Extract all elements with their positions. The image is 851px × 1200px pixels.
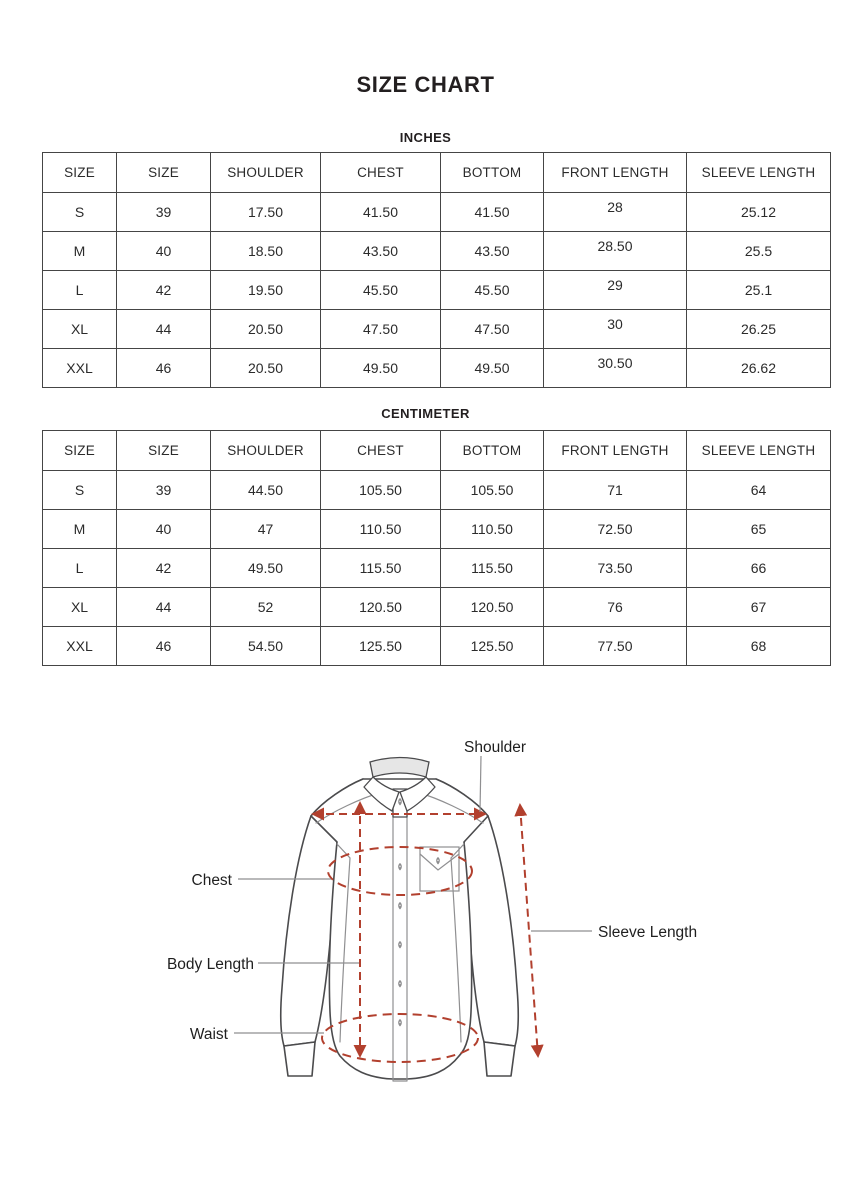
inches-table-body xyxy=(43,193,831,388)
table-row xyxy=(43,310,831,349)
table-row xyxy=(43,588,831,627)
table-cell: 54.50 xyxy=(211,627,321,666)
table-row xyxy=(43,349,831,388)
table-cell: 18.50 xyxy=(211,232,321,271)
table-row xyxy=(43,271,831,310)
table-cell: 120.50 xyxy=(321,588,441,627)
table-cell: 44 xyxy=(117,310,211,349)
table-cell: 26.25 xyxy=(687,310,831,349)
table-cell: 47.50 xyxy=(321,310,441,349)
table-cell: 120.50 xyxy=(441,588,544,627)
table-cell: XXL xyxy=(43,627,117,666)
table-cell: 41.50 xyxy=(321,193,441,232)
table-row xyxy=(43,627,831,666)
table-cell: 73.50 xyxy=(544,549,687,588)
table-cell: 25.1 xyxy=(687,271,831,310)
column-header: SLEEVE LENGTH xyxy=(687,431,831,471)
centimeter-table-head xyxy=(43,431,831,471)
table-cell: 105.50 xyxy=(441,471,544,510)
column-header: FRONT LENGTH xyxy=(544,431,687,471)
table-cell: 110.50 xyxy=(441,510,544,549)
table-cell: 25.12 xyxy=(687,193,831,232)
column-header: SIZE xyxy=(117,431,211,471)
table-cell: L xyxy=(43,271,117,310)
table-cell: 40 xyxy=(117,510,211,549)
shirt-right-cuff xyxy=(484,1042,515,1076)
centimeter-table xyxy=(42,430,831,666)
table-cell: 42 xyxy=(117,549,211,588)
table-cell: 49.50 xyxy=(441,349,544,388)
table-cell: 110.50 xyxy=(321,510,441,549)
table-cell: 125.50 xyxy=(321,627,441,666)
table-cell: 28 xyxy=(544,193,687,232)
table-row xyxy=(43,510,831,549)
table-cell: 30 xyxy=(544,310,687,349)
table-cell: 49.50 xyxy=(321,349,441,388)
table-cell: S xyxy=(43,193,117,232)
table-cell: 43.50 xyxy=(441,232,544,271)
table-cell: 115.50 xyxy=(441,549,544,588)
shirt-body xyxy=(311,779,488,1079)
centimeter-table-body xyxy=(43,471,831,666)
shirt-left-cuff xyxy=(284,1042,315,1076)
shoulder-leader-line xyxy=(480,756,481,812)
inches-table xyxy=(42,152,831,388)
table-row xyxy=(43,549,831,588)
table-row xyxy=(43,471,831,510)
shoulder-label: Shoulder xyxy=(464,739,527,756)
table-cell: 71 xyxy=(544,471,687,510)
table-cell: 30.50 xyxy=(544,349,687,388)
table-cell: 43.50 xyxy=(321,232,441,271)
header-row xyxy=(43,153,831,193)
inches-table-head xyxy=(43,153,831,193)
table-cell: M xyxy=(43,510,117,549)
table-cell: XL xyxy=(43,310,117,349)
inches-label: INCHES xyxy=(399,130,452,145)
shirt-measurement-diagram xyxy=(0,700,851,1120)
column-header: SLEEVE LENGTH xyxy=(687,153,831,193)
table-cell: 25.5 xyxy=(687,232,831,271)
table-cell: 26.62 xyxy=(687,349,831,388)
column-header: CHEST xyxy=(321,153,441,193)
table-cell: 68 xyxy=(687,627,831,666)
table-cell: 28.50 xyxy=(544,232,687,271)
table-cell: 105.50 xyxy=(321,471,441,510)
table-cell: S xyxy=(43,471,117,510)
table-cell: 46 xyxy=(117,627,211,666)
column-header: SIZE xyxy=(43,431,117,471)
table-cell: XXL xyxy=(43,349,117,388)
table-cell: 39 xyxy=(117,193,211,232)
chest-label: Chest xyxy=(191,872,232,889)
page-title: SIZE CHART xyxy=(356,72,495,97)
table-cell: 40 xyxy=(117,232,211,271)
table-row xyxy=(43,193,831,232)
table-cell: 47.50 xyxy=(441,310,544,349)
table-cell: M xyxy=(43,232,117,271)
table-cell: 72.50 xyxy=(544,510,687,549)
column-header: SHOULDER xyxy=(211,431,321,471)
column-header: BOTTOM xyxy=(441,431,544,471)
table-cell: 44 xyxy=(117,588,211,627)
table-row xyxy=(43,232,831,271)
column-header: SIZE xyxy=(43,153,117,193)
table-cell: 64 xyxy=(687,471,831,510)
table-cell: 67 xyxy=(687,588,831,627)
table-cell: 76 xyxy=(544,588,687,627)
table-cell: 52 xyxy=(211,588,321,627)
body-length-label: Body Length xyxy=(166,956,254,973)
table-cell: XL xyxy=(43,588,117,627)
table-cell: 66 xyxy=(687,549,831,588)
table-cell: 115.50 xyxy=(321,549,441,588)
column-header: BOTTOM xyxy=(441,153,544,193)
shirt-collar-band xyxy=(370,758,429,778)
column-header: SHOULDER xyxy=(211,153,321,193)
table-cell: 19.50 xyxy=(211,271,321,310)
table-cell: 41.50 xyxy=(441,193,544,232)
table-cell: 20.50 xyxy=(211,310,321,349)
table-cell: 45.50 xyxy=(321,271,441,310)
table-cell: 44.50 xyxy=(211,471,321,510)
table-cell: 77.50 xyxy=(544,627,687,666)
column-header: FRONT LENGTH xyxy=(544,153,687,193)
table-cell: 45.50 xyxy=(441,271,544,310)
table-cell: 49.50 xyxy=(211,549,321,588)
sleeve-length-label: Sleeve Length xyxy=(598,924,698,941)
table-cell: 65 xyxy=(687,510,831,549)
centimeter-label: CENTIMETER xyxy=(381,406,470,421)
table-cell: 46 xyxy=(117,349,211,388)
table-cell: 17.50 xyxy=(211,193,321,232)
table-cell: 125.50 xyxy=(441,627,544,666)
column-header: CHEST xyxy=(321,431,441,471)
table-cell: 47 xyxy=(211,510,321,549)
table-cell: 42 xyxy=(117,271,211,310)
table-cell: 29 xyxy=(544,271,687,310)
waist-label: Waist xyxy=(189,1026,228,1043)
column-header: SIZE xyxy=(117,153,211,193)
table-cell: 20.50 xyxy=(211,349,321,388)
header-row xyxy=(43,431,831,471)
table-cell: 39 xyxy=(117,471,211,510)
table-cell: L xyxy=(43,549,117,588)
